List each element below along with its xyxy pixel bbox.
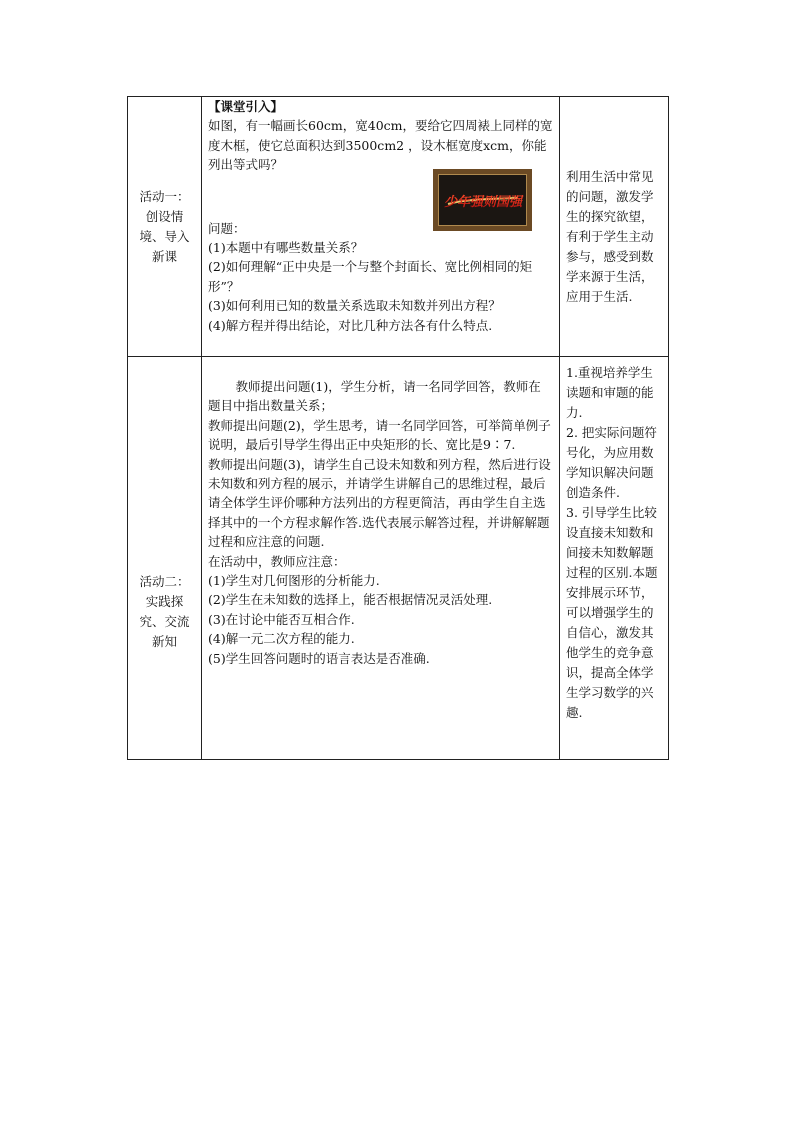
paragraph: 教师提出问题(1)，学生分析，请一名同学回答，教师在题目中指出数量关系； — [208, 379, 541, 414]
intro-problem: 如图，有一幅画长60cm，宽40cm，要给它四周裱上同样的宽度木框，使它总面积达到3500cm2 ，设木框宽度xcm，你能列出等式吗？ — [208, 118, 553, 173]
purpose-item: 3. 引导学生比较设直接未知数和间接未知数解题过程的区别.本题安排展示环节，可以增强学生的自信心，激发其他学生的竞争意识，提高全体学生学习数学的兴趣. — [566, 505, 658, 720]
activity-cell — [128, 97, 202, 357]
activity-label-line: 新知 — [151, 634, 177, 649]
activity-label — [128, 187, 201, 267]
activity-cell — [128, 357, 202, 760]
framed-picture — [433, 169, 532, 231]
purpose-cell — [560, 97, 669, 357]
activity-label-line: 新课 — [151, 249, 177, 264]
question-item: (3)如何利用已知的数量关系选取未知数并列出方程？ — [208, 298, 501, 314]
note-item: (1)学生对几何图形的分析能力. — [208, 573, 380, 589]
section-heading: 【课堂引入】 — [208, 99, 284, 114]
activity-label-line: 实践探 — [145, 594, 184, 609]
activity-label-line: 究、交流 — [139, 614, 190, 629]
activity-label-line: 创设情 — [145, 209, 184, 224]
question-item: (4)解方程并得出结论，对比几种方法各有什么特点. — [208, 317, 493, 333]
activity-label-line: 活动一： — [139, 189, 190, 204]
question-item: (2)如何理解“正中央是一个与整个封面长、宽比例相同的矩形”？ — [208, 259, 533, 294]
paragraph: 教师提出问题(3)，请学生自己设未知数和列方程，然后进行设未知数和列方程的展示，并请学生讲解自己的思维过程，最后请全体学生评价哪种方法列出的方程更简洁，再由学生自主选择其中的一个方程求解作答.选代表展示解答过程，并讲解解题过程和应注意的问题. — [208, 456, 551, 550]
content-cell — [202, 97, 560, 357]
activity-label-line: 境、导入 — [139, 229, 190, 244]
purpose-item: 2. 把实际问题符号化，为应用数学知识解决问题创造条件. — [566, 425, 657, 500]
activity-label — [128, 572, 201, 652]
design-purpose: 利用生活中常见的问题，激发学生的探究欲望，有利于学生主动参与，感受到数学来源于生活，应用于生活. — [566, 169, 654, 304]
paragraph: 在活动中，教师应注意： — [208, 553, 346, 569]
question-item: (1)本题中有哪些数量关系？ — [208, 240, 364, 256]
note-item: (3)在讨论中能否互相合作. — [208, 611, 355, 627]
purpose-cell — [560, 357, 669, 760]
note-item: (2)学生在未知数的选择上，能否根据情况灵活处理. — [208, 592, 493, 608]
note-item: (4)解一元二次方程的能力. — [208, 631, 355, 647]
questions-label: 问题： — [208, 220, 246, 236]
calligraphy-image — [442, 178, 524, 222]
purpose-item: 1.重视培养学生读题和审题的能力. — [566, 365, 654, 420]
table-row — [128, 97, 669, 357]
lesson-plan-table — [127, 96, 669, 760]
paragraph: 教师提出问题(2)，学生思考，请一名同学回答，可举简单例子说明，最后引导学生得出正中央矩形的长、宽比是9∶7. — [208, 417, 551, 453]
calligraphy-text: 少年强则国强 — [443, 195, 522, 210]
content-cell — [202, 357, 560, 760]
activity-label-line: 活动二： — [139, 574, 190, 589]
note-item: (5)学生回答问题时的语言表达是否准确. — [208, 650, 430, 666]
table-row — [128, 357, 669, 760]
